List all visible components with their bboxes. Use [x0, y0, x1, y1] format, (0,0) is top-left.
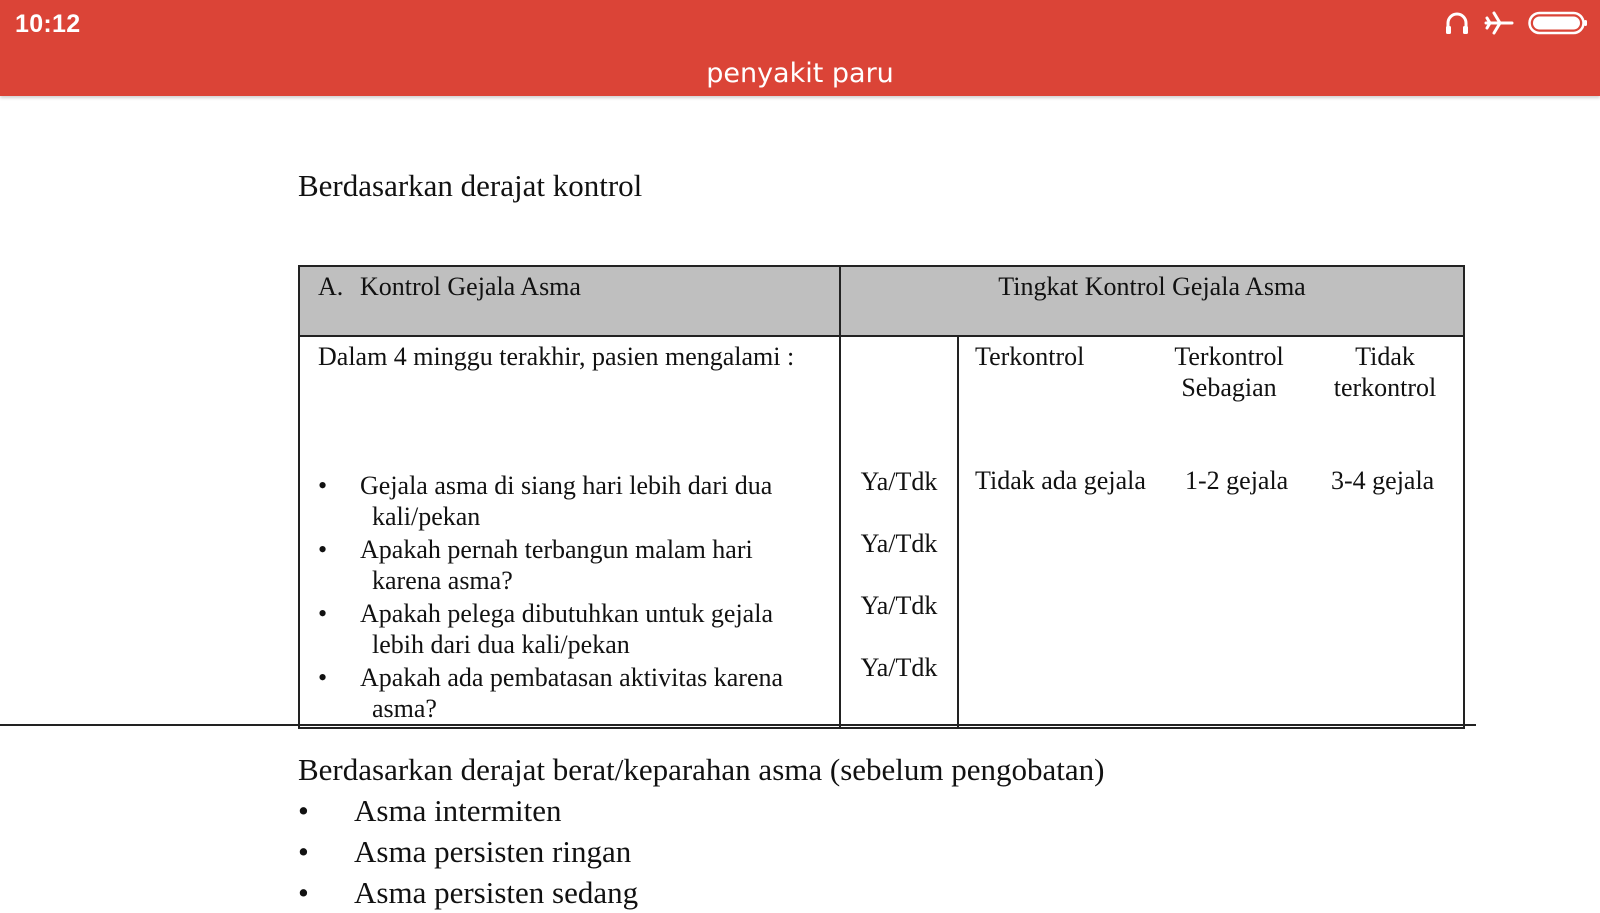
answer-value: Ya/Tdk: [860, 529, 938, 558]
airplane-icon: [1484, 10, 1514, 41]
answer-value: Ya/Tdk: [860, 591, 938, 620]
app-bar: [0, 0, 1600, 96]
level-label-line: Sebagian: [1181, 373, 1277, 402]
level-label-uncontrolled: [1323, 341, 1447, 403]
level-value-partly: 1-2 gejala: [1185, 466, 1289, 495]
list-item: [318, 662, 823, 724]
asthma-control-table: [298, 265, 1465, 729]
document-page[interactable]: [0, 96, 1600, 910]
symptom-text-cont: karena asma?: [372, 566, 513, 595]
level-label-line: Tidak: [1355, 342, 1415, 371]
list-item: [298, 831, 638, 872]
severity-item: Asma persisten sedang: [354, 875, 639, 910]
bullet: •: [318, 471, 328, 500]
section-heading-kontrol: Berdasarkan derajat kontrol: [298, 168, 643, 203]
symptom-text: Gejala asma di siang hari lebih dari dua: [360, 471, 773, 500]
symptom-text: Apakah ada pembatasan aktivitas karena: [360, 663, 784, 692]
symptom-text-cont: asma?: [372, 694, 437, 723]
answer-value: Ya/Tdk: [860, 467, 938, 496]
status-time: 10:12: [15, 10, 81, 38]
symptoms-cell: [299, 336, 840, 728]
answer-value: Ya/Tdk: [860, 653, 938, 682]
symptom-text-cont: kali/pekan: [372, 502, 481, 531]
headphones-icon: [1444, 10, 1470, 41]
status-icons: [1444, 10, 1588, 40]
symptom-text: Apakah pernah terbangun malam hari: [360, 535, 753, 564]
level-label-line: Terkontrol: [1174, 342, 1284, 371]
list-item: [298, 790, 638, 831]
section-heading-severity: Berdasarkan derajat berat/keparahan asma (sebelum pengobatan): [298, 752, 1105, 787]
table-header-symptoms-label: Kontrol Gejala Asma: [360, 272, 581, 301]
bullet: •: [298, 834, 309, 869]
app-title: penyakit paru: [706, 58, 894, 89]
battery-icon: [1528, 10, 1588, 41]
level-label-controlled: [975, 341, 1084, 372]
answers-cell: [840, 336, 958, 728]
levels-cell: [958, 336, 1464, 728]
symptom-text-cont: lebih dari dua kali/pekan: [372, 630, 630, 659]
table-header-symptoms: [299, 266, 840, 336]
table-header-number: A.: [318, 272, 344, 301]
page-divider: [0, 724, 1476, 726]
bullet: •: [298, 793, 309, 828]
severity-item: Asma intermiten: [354, 793, 562, 828]
bullet: •: [318, 535, 328, 564]
severity-item: Asma persisten ringan: [354, 834, 632, 869]
level-value-controlled: Tidak ada gejala: [975, 466, 1146, 495]
level-label-line: Terkontrol: [975, 342, 1085, 371]
bullet: •: [318, 599, 328, 628]
level-label-partly: [1163, 341, 1295, 403]
list-item: [298, 872, 638, 913]
level-label-line: terkontrol: [1333, 373, 1437, 402]
table-intro: Dalam 4 minggu terakhir, pasien mengalami :: [318, 342, 795, 371]
list-item: [318, 534, 823, 596]
bullet: •: [298, 875, 309, 910]
level-value-uncontrolled: 3-4 gejala: [1331, 466, 1435, 495]
table-header-levels: Tingkat Kontrol Gejala Asma: [840, 266, 1464, 336]
symptom-text: Apakah pelega dibutuhkan untuk gejala: [360, 599, 773, 628]
bullet: •: [318, 663, 328, 692]
symptom-list: [318, 470, 823, 724]
list-item: [318, 598, 823, 660]
list-item: [318, 470, 823, 532]
severity-list: [298, 790, 638, 913]
